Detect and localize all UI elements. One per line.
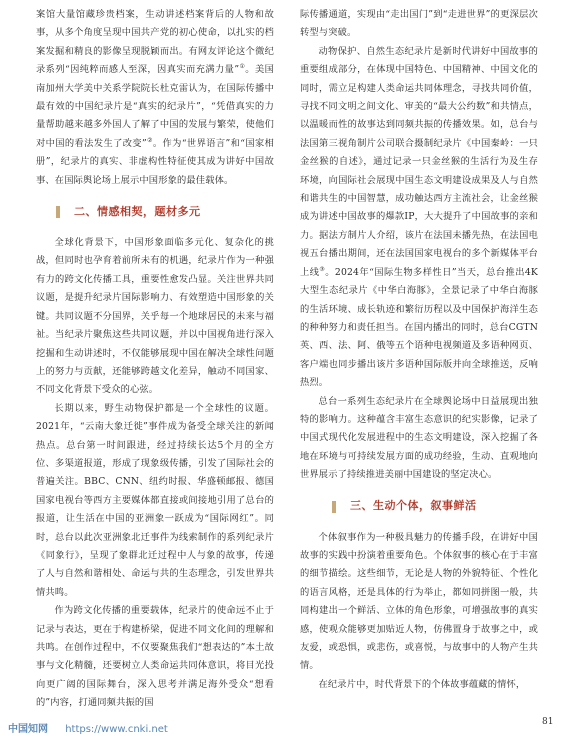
paragraph: 个体叙事作为一种极具魅力的传播手段，在讲好中国故事的实践中扮演着重要角色。个体叙事的核心在于丰富的细节描绘。这些细节，无论是人物的外貌特征、个性化的语言风格，还是具体的行为举止，都如同拼图一般，共同构建出一个鲜活、立体的角色形象，可增强故事的真实感，使观众能够更加贴近人物，仿佛置身于故事之中，或友爱，或恐惧，或悲伤，或喜悦，与故事中的人物产生共情。 (300, 531, 538, 672)
heading-accent (56, 206, 60, 218)
paragraph: 作为跨文化传播的重要载体，纪录片的使命远不止于记录与表达，更在于构建桥梁，促进不同文化间的理解和共鸣。在创作过程中，不仅要聚焦我们“想表达的”本土故事与文化精髓，还要树立人类命运共同体意识，将目光投向更广阔的国际舞台，深入思考并满足海外受众“想看的”内容，打通同频共振的国 (36, 605, 274, 709)
paragraph: 全球化背景下，中国形象面临多元化、复杂化的挑战，但同时也孕育着前所未有的机遇，纪录片作为一种强有力的跨文化传播工具，重要性愈发凸显。关注世界共同议题，是提升纪录片国际影响力、有效塑造中国形象的关键。共同议题不分国界，关乎每一个地球居民的未来与福祉。当纪录片聚焦这些共同议题，并以中国视角进行深入挖掘和生动讲述时，不仅能够展现中国在解决全球性问题上的努力与贡献，还能够跨越文化差异，触动不同国家、不同文化背景下受众的心弦。 (36, 237, 274, 396)
section-title: 二、情感相契，题材多元 (74, 204, 201, 218)
paragraph (300, 43, 538, 393)
footnote-marker: ③ (319, 265, 326, 273)
section-title: 三、生动个体，叙事鲜活 (350, 499, 477, 513)
paragraph-text: 动物保护、自然生态纪录片是新时代讲好中国故事的重要组成部分，在体现中国特色、中国精神、中国文化的同时，需立足构建人类命运共同体理念，寻找共同价值，寻找不同文明之间文化、审美的“最大公约数”和共情点，以温暖而性的故事达到同频共振的传播效果。如，总台与法国第三视角制片公司联合摄制纪录片《中国秦岭：一只金丝猴的自述》，通过记录一只金丝猴的生活行为及生存环境，向国际社会展现中国生态文明建设成果及人与自然和谐共生的中国智慧，成功触达西方主流社会，让金丝猴成为讲述中国故事的爆款IP，大大提升了中国故事的亲和力。据法方制片人介绍，该片在法国未播先热，在法国电视五台播出期间，还在法国国家电视台的多个新媒体平台上线 (300, 45, 538, 278)
paragraph: 在纪录片中，时代背景下的个体故事蕴藏的情怀， (318, 678, 526, 690)
right-column (300, 6, 538, 694)
paragraph: 总台一系列生态纪录片在全球舆论场中日益展现出独特的影响力。这种蕴含丰富生态意识的纪实影像，记录了中国式现代化发展进程中的生态文明建设，深入挖掘了各地在环境与可持续发展方面的成功经验，生动、直观地向世界展示了持续推进美丽中国建设的坚定决心。 (300, 395, 538, 481)
paragraph-text: 案馆大量馆藏珍贵档案，生动讲述档案背后的人物和故事，从多个角度呈现中国共产党的初心使命，以扎实的档案发掘和精良的影像呈现脱颖而出。有网友评论这个微纪录系列“因纯粹而感人至深，因真实而充满力量” (36, 9, 274, 76)
heading-accent (332, 501, 336, 513)
page-number: 81 (542, 717, 554, 727)
paragraph: 长期以来，野生动物保护都是一个全球性的议题。2021年，“云南大象迁徙”事件成为备受全球关注的新闻热点。总台第一时间跟进，经过持续长达5个月的全方位、多渠道报道，形成了现象级传播，引发了国际社会的普遍关注。BBC、CNN、纽约时报、华盛顿邮报、德国国家电视台等西方主要媒体都直接或间接地引用了总台的报道，让生活在中国的亚洲象一跃成为“国际网红”。同时，总台以此次亚洲象北迁事件为线索制作的系列纪录片《同象行》，呈现了象群北迁过程中人与象的故事，传递了人与自然和谐相处、命运与共的生态理念，引发世界共情共鸣。 (36, 402, 274, 598)
footnote-marker: ① (239, 63, 246, 71)
paragraph (36, 6, 274, 190)
cnki-watermark (8, 720, 168, 735)
paragraph-text: 。2024年“国际生物多样性日”当天，总台推出4K大型生态纪录片《中华白海豚》，全景记录了中华白海豚的生活环境、成长轨迹和繁衍历程以及中国保护海洋生态的种种努力和责任担当。在国内播出的同时，总台CGTN英、西、法、阿、俄等五个语种电视频道及多语种网页、客户端也同步播出该片多语种国际版并向全球推送，反响热烈。 (300, 266, 538, 389)
section-heading (300, 492, 538, 522)
paragraph-text: 。美国南加州大学美中关系学院院长杜克雷认为，在国际传播中最有效的中国纪录片是“真实的纪录片”，“凭借真实的力量帮助越来越多外国人了解了中国的发展与繁荣，使他们对中国的看法发生了改变” (36, 64, 275, 149)
watermark-url[interactable]: https://www.cnki.net (65, 724, 168, 735)
paragraph-text: 。作为“世界语言”和“国家相册”，纪录片的真实、非虚构性特征使其成为讲好中国故事、在国际舆论场上展示中国形象的最佳载体。 (36, 137, 275, 186)
paragraph: 际传播通道，实现由“走出国门”到“走进世界”的更深层次转型与突破。 (300, 9, 538, 39)
section-heading (36, 197, 274, 227)
footnote-marker: ② (146, 136, 153, 144)
left-column (36, 6, 274, 713)
watermark-brand: 中国知网 (8, 724, 48, 735)
